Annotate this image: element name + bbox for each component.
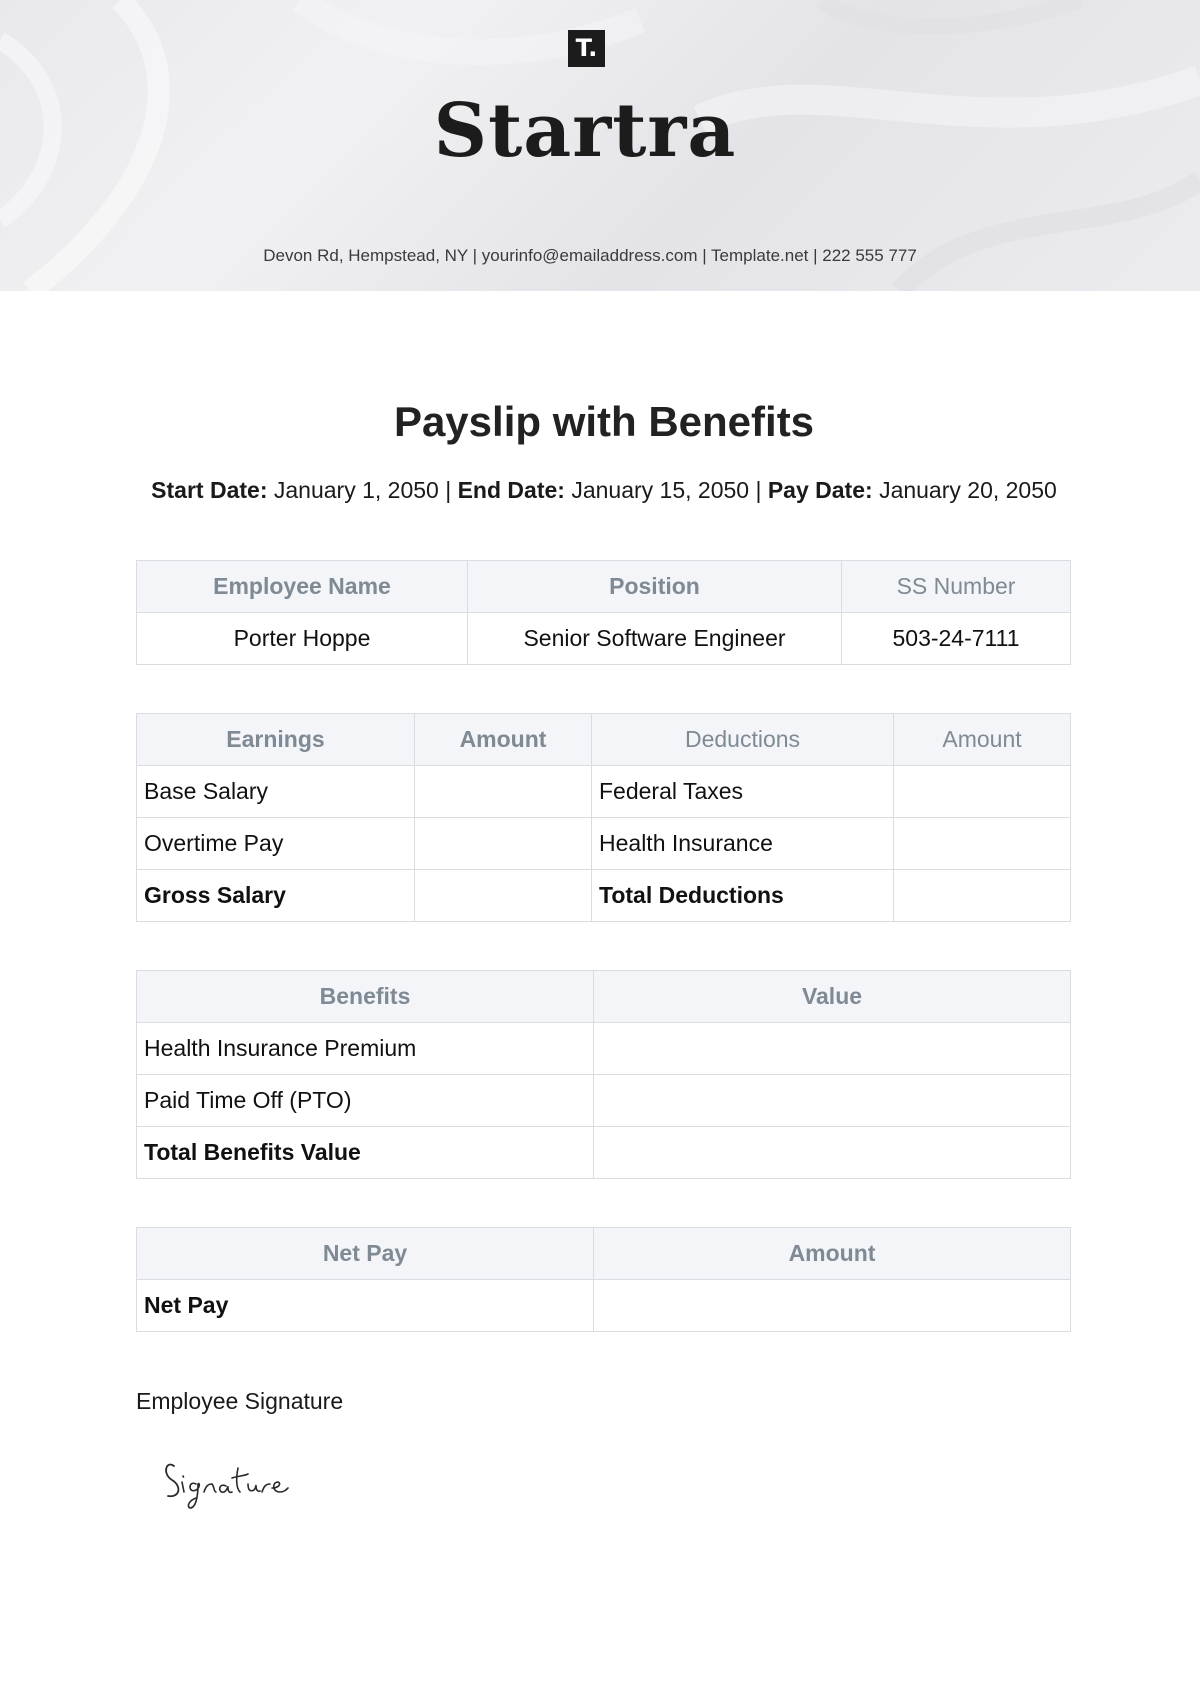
benefit-value [594, 1127, 1071, 1179]
start-date-label: Start Date: [151, 477, 268, 503]
column-header: Benefits [137, 971, 594, 1023]
deduction-label: Health Insurance [592, 818, 894, 870]
handwritten-signature [160, 1452, 300, 1512]
deduction-amount [894, 870, 1071, 922]
table-row [137, 1127, 1071, 1179]
gross-salary-label: Gross Salary [137, 870, 415, 922]
deduction-label: Federal Taxes [592, 766, 894, 818]
page-title: Payslip with Benefits [393, 398, 815, 445]
column-header: Amount [594, 1228, 1071, 1280]
column-header: Deductions [592, 714, 894, 766]
position-cell: Senior Software Engineer [468, 613, 842, 665]
end-date-value: January 15, 2050 [571, 477, 750, 503]
ss-number-cell: 503-24-7111 [842, 613, 1071, 665]
employee-table [136, 560, 1071, 665]
pay-date-label: Pay Date: [767, 477, 873, 503]
pay-date-value: January 20, 2050 [879, 477, 1057, 503]
earning-amount [415, 766, 592, 818]
column-header: Position [468, 561, 842, 613]
employee-name-cell: Porter Hoppe [137, 613, 468, 665]
signature-label: Employee Signature [136, 1388, 344, 1414]
column-header: Employee Name [137, 561, 468, 613]
column-header: Earnings [137, 714, 415, 766]
table-row [137, 818, 1071, 870]
table-header-row [137, 971, 1071, 1023]
brand-name: Startra [433, 88, 737, 174]
total-deductions-label: Total Deductions [592, 870, 894, 922]
benefit-value [594, 1023, 1071, 1075]
deduction-amount [894, 766, 1071, 818]
earning-label: Overtime Pay [137, 818, 415, 870]
column-header: Value [594, 971, 1071, 1023]
separator: | [755, 477, 762, 503]
table-row [137, 870, 1071, 922]
net-pay-table [136, 1227, 1071, 1332]
start-date-value: January 1, 2050 [273, 477, 439, 503]
table-header-row [137, 1228, 1071, 1280]
benefit-label: Health Insurance Premium [137, 1023, 594, 1075]
column-header: Net Pay [137, 1228, 594, 1280]
earning-amount [415, 870, 592, 922]
letterhead-banner [0, 0, 1200, 291]
column-header: Amount [415, 714, 592, 766]
end-date-label: End Date: [457, 477, 565, 503]
separator: | [445, 477, 452, 503]
earning-label: Base Salary [137, 766, 415, 818]
earning-amount [415, 818, 592, 870]
table-header-row [137, 714, 1071, 766]
total-benefits-label: Total Benefits Value [137, 1127, 594, 1179]
deduction-amount [894, 818, 1071, 870]
logo-mark-icon: T. [568, 30, 605, 67]
table-row [137, 613, 1071, 665]
table-row [137, 1280, 1071, 1332]
pay-period-dates [0, 477, 1200, 504]
table-row [137, 1023, 1071, 1075]
contact-line: Devon Rd, Hempstead, NY | yourinfo@emailaddress.com | Template.net | 222 555 777 [263, 246, 917, 265]
table-row [137, 766, 1071, 818]
column-header: Amount [894, 714, 1071, 766]
benefits-table [136, 970, 1071, 1179]
column-header: SS Number [842, 561, 1071, 613]
earnings-deductions-table [136, 713, 1071, 922]
net-pay-label: Net Pay [137, 1280, 594, 1332]
table-row [137, 1075, 1071, 1127]
net-pay-amount [594, 1280, 1071, 1332]
table-header-row [137, 561, 1071, 613]
benefit-value [594, 1075, 1071, 1127]
benefit-label: Paid Time Off (PTO) [137, 1075, 594, 1127]
